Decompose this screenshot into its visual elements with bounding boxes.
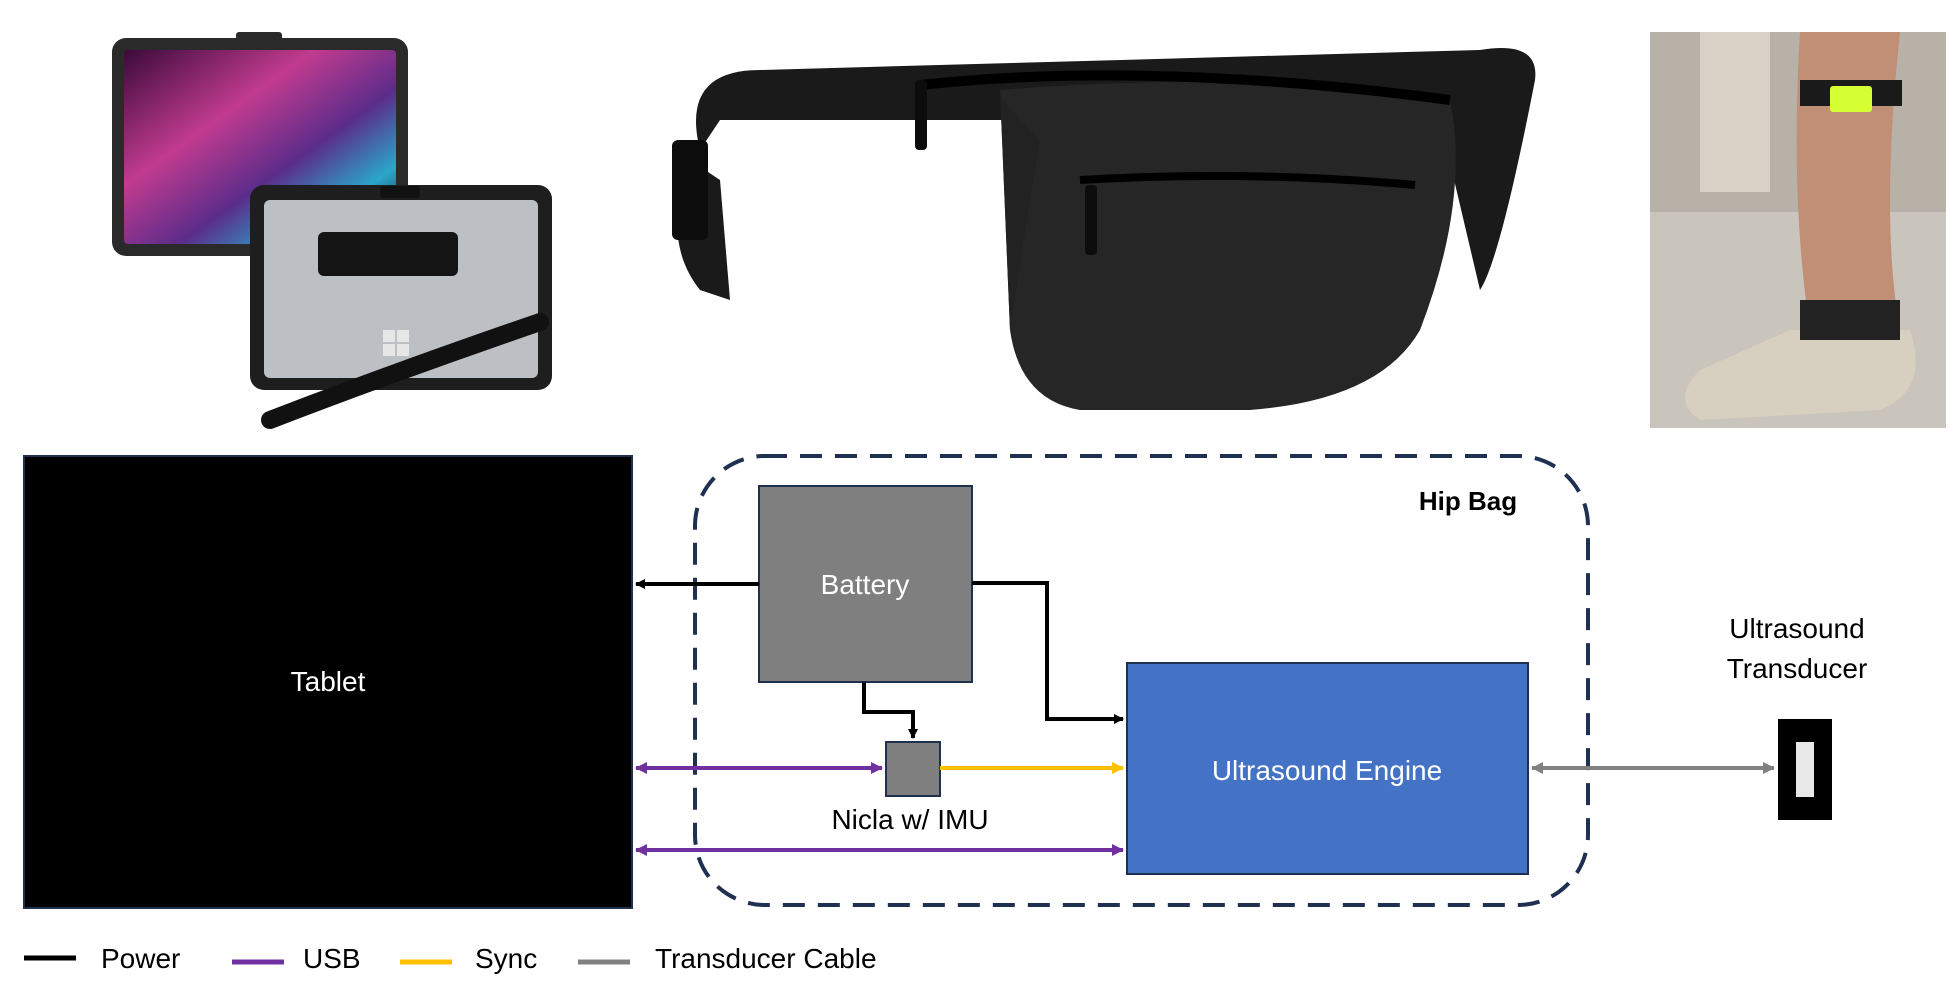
transducer-label-line2: Transducer bbox=[1726, 653, 1868, 684]
power-line-battery-nicla bbox=[864, 682, 913, 738]
ultrasound-transducer-icon bbox=[1778, 719, 1832, 820]
hip-bag-label: Hip Bag bbox=[1418, 486, 1518, 516]
rugged-tablet-photo bbox=[112, 32, 552, 420]
tablet-label: Tablet bbox=[290, 666, 366, 697]
power-line-battery-engine bbox=[972, 583, 1123, 719]
legend-label-transducer-cable: Transducer Cable bbox=[655, 943, 877, 974]
battery-label: Battery bbox=[820, 569, 910, 600]
legend-label-sync: Sync bbox=[475, 943, 538, 974]
leg-transducer-photo bbox=[1650, 32, 1946, 428]
nicla-block bbox=[886, 742, 940, 796]
legend-label-power: Power bbox=[101, 943, 181, 974]
nicla-label: Nicla w/ IMU bbox=[831, 804, 989, 835]
hip-bag-photo bbox=[672, 48, 1535, 410]
legend bbox=[24, 943, 877, 974]
legend-label-usb: USB bbox=[303, 943, 361, 974]
transducer-label-line1: Ultrasound bbox=[1729, 613, 1865, 644]
ultrasound-engine-label: Ultrasound Engine bbox=[1211, 755, 1443, 786]
